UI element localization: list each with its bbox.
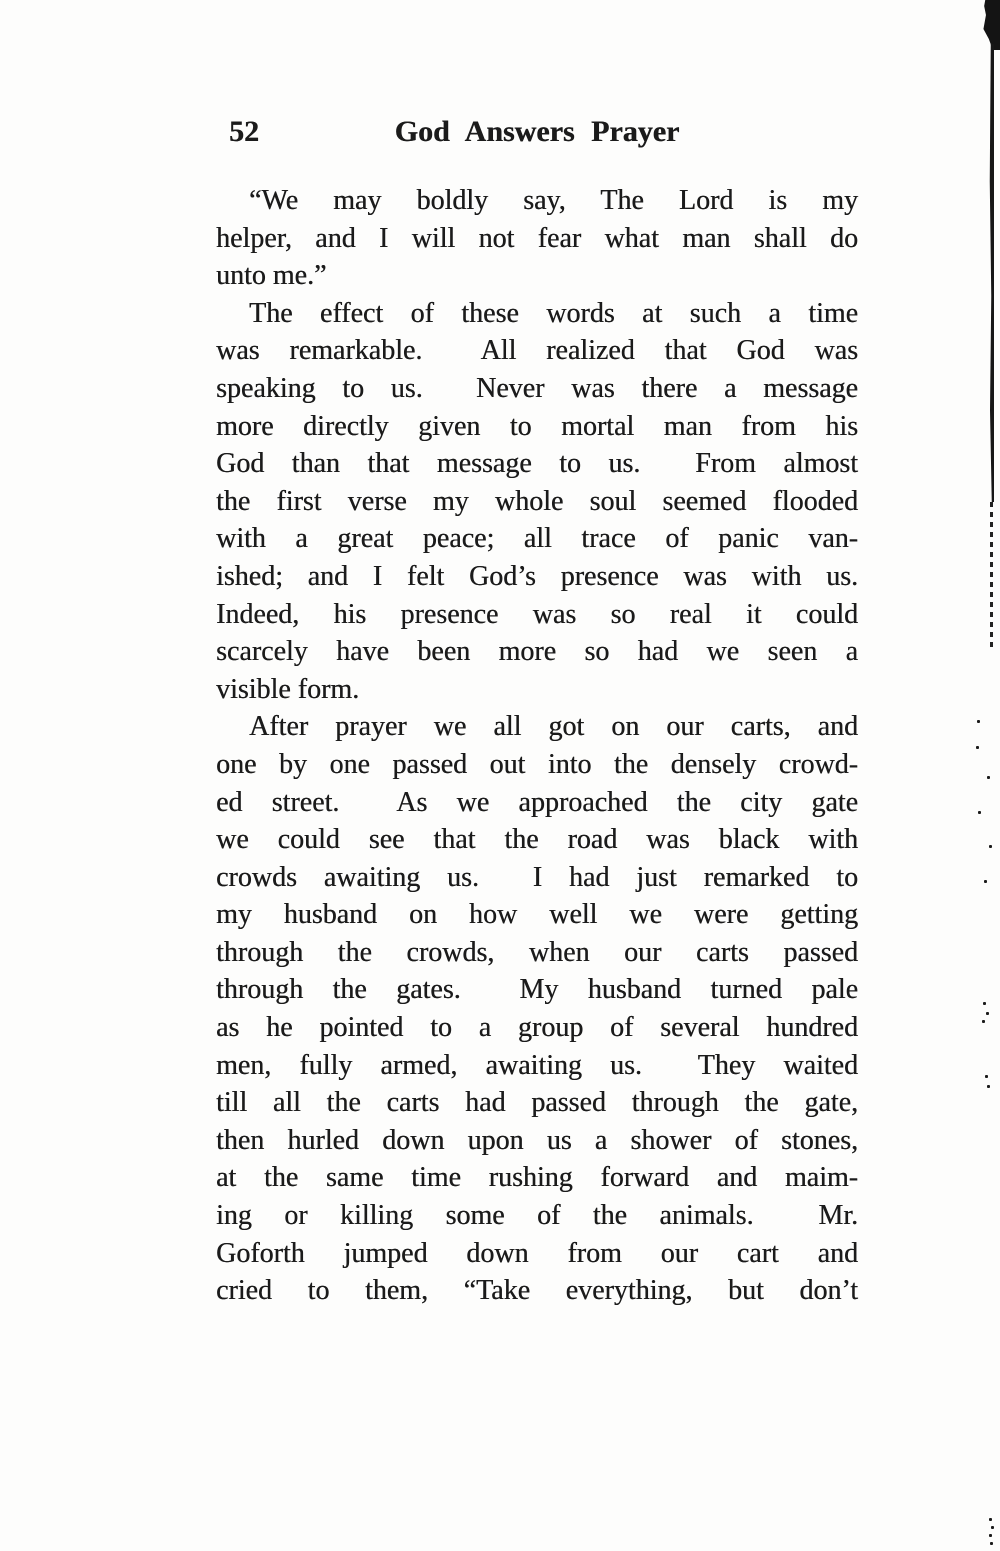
text-line: men, fully armed, awaiting us. They waited (216, 1049, 858, 1081)
text-line: till all the carts had passed through the gate, (216, 1087, 858, 1119)
scan-edge-dashes (990, 502, 993, 648)
text-line: After prayer we all got on our carts, and (249, 711, 858, 743)
page-header (216, 112, 858, 156)
text-line: as he pointed to a group of several hundred (216, 1012, 858, 1044)
text-line: God than that message to us. From almost (216, 448, 858, 480)
scan-edge-blob (982, 0, 1000, 50)
scan-edge-line (989, 44, 994, 502)
text-line: unto me.” (216, 260, 327, 292)
text-line: through the crowds, when our carts passed (216, 936, 858, 968)
text-line: cried to them, “Take everything, but don’t (216, 1275, 858, 1307)
text-line: helper, and I will not fear what man shall do (216, 222, 858, 254)
text-line: with a great peace; all trace of panic van- (216, 523, 858, 555)
running-head-title: God Answers Prayer (394, 115, 680, 148)
text-line: speaking to us. Never was there a message (216, 372, 858, 404)
text-line: Indeed, his presence was so real it could (216, 598, 858, 630)
text-line: the first verse my whole soul seemed flooded (216, 485, 858, 517)
text-line: through the gates. My husband turned pale (216, 974, 858, 1006)
text-line: we could see that the road was black with (216, 824, 858, 856)
text-line: The effect of these words at such a time (249, 297, 858, 329)
text-line: my husband on how well we were getting (216, 899, 858, 931)
text-line: ed street. As we approached the city gate (216, 786, 858, 818)
text-line: crowds awaiting us. I had just remarked to (216, 861, 858, 893)
text-line: ished; and I felt God’s presence was with us. (216, 560, 858, 592)
text-line: visible form. (216, 673, 360, 705)
paragraph (216, 295, 858, 709)
page-number: 52 (229, 115, 259, 148)
paragraph (216, 182, 858, 295)
text-line: at the same time rushing forward and maim- (216, 1162, 858, 1194)
text-line: then hurled down upon us a shower of stones, (216, 1124, 858, 1156)
text-line: was remarkable. All realized that God was (216, 335, 858, 367)
scan-speckles (977, 720, 980, 723)
text-line: more directly given to mortal man from his (216, 410, 858, 442)
body-text (216, 182, 858, 1310)
text-line: ing or killing some of the animals. Mr. (216, 1200, 858, 1232)
text-line: scarcely have been more so had we seen a (216, 636, 858, 668)
text-line: one by one passed out into the densely crowd- (216, 748, 858, 780)
text-line: Goforth jumped down from our cart and (216, 1237, 858, 1269)
paragraph (216, 708, 858, 1310)
text-line: “We may boldly say, The Lord is my (249, 185, 858, 216)
